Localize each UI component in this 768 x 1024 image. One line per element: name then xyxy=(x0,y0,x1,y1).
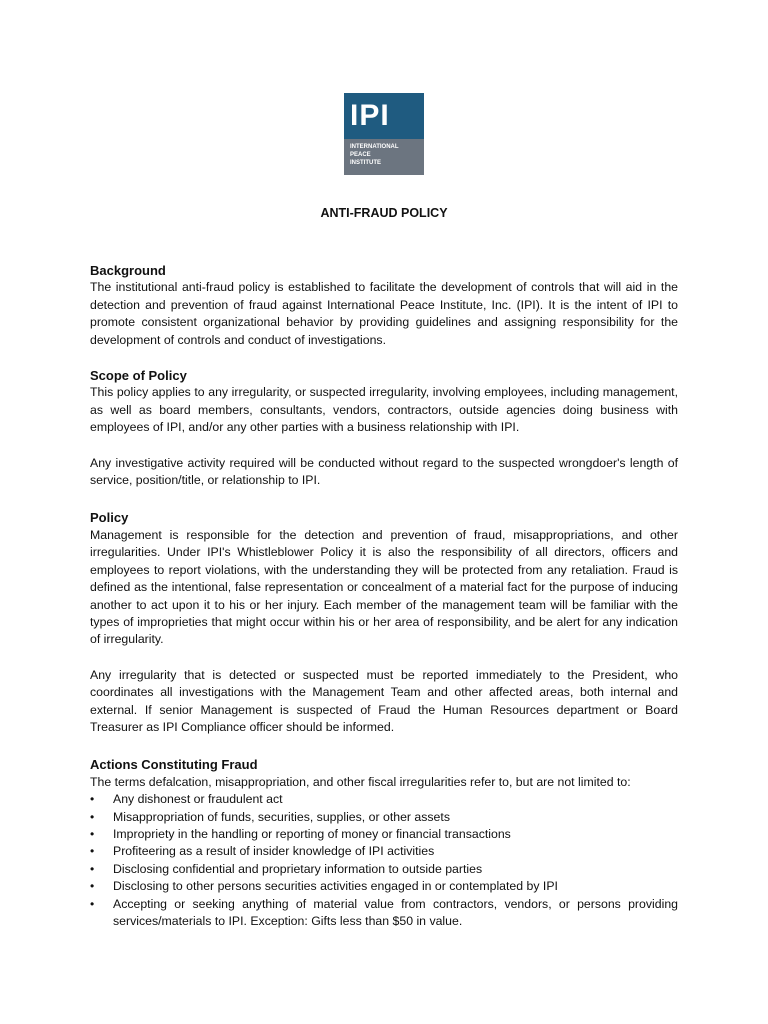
list-item-text: Accepting or seeking anything of material value from contractors, vendors, or persons providing services/materials to IPI. Exception: Gifts less than $50 in value. xyxy=(113,896,678,928)
scope-heading: Scope of Policy xyxy=(90,368,187,384)
list-item-text: Disclosing to other persons securities activities engaged in or contemplated by IPI xyxy=(113,879,558,894)
list-item-text: Any dishonest or fraudulent act xyxy=(113,792,283,807)
document-title: ANTI-FRAUD POLICY xyxy=(320,206,448,220)
list-item xyxy=(90,826,678,843)
bullet-icon: • xyxy=(90,826,95,841)
actions-intro: The terms defalcation, misappropriation, and other fiscal irregularities refer to, but are not limited to: xyxy=(90,774,631,789)
scope-paragraph-1: This policy applies to any irregularity, or suspected irregularity, involving employees, including management, as well as board members, consultants, vendors, contractors, outside agencies doing business with employees of IPI, and/or any other parties with a business relationship with IPI. xyxy=(90,385,678,435)
list-item-text: Profiteering as a result of insider knowledge of IPI activities xyxy=(113,844,435,859)
list-item xyxy=(90,791,678,808)
background-heading: Background xyxy=(90,263,166,278)
actions-list xyxy=(90,791,678,930)
bullet-icon: • xyxy=(90,861,95,876)
list-item xyxy=(90,809,678,826)
document-body xyxy=(90,262,678,930)
list-item xyxy=(90,843,678,860)
policy-paragraph-1: Management is responsible for the detection and prevention of fraud, misappropriations, and other irregularities. Under IPI's Whistleblower Policy it is also the responsibility of all directors, officers and employees to report violations, with the understanding they will be protected from any retaliation. Fraud is defined as the intentional, false representation or concealment of a material fact for the purpose of inducing another to act upon it to his or her injury. Each member of the management team will be familiar with the types of improprieties that might occur within his or her area of responsibility, and be alert for any indication of irregularity. xyxy=(90,527,678,647)
background-text: The institutional anti-fraud policy is established to facilitate the development of controls that will aid in the detection and prevention of fraud against International Peace Institute, Inc. (IPI). It is the intent of IPI to promote consistent organizational behavior by providing guidelines and assigning responsibility for the development of controls and conduct of investigations. xyxy=(90,280,678,347)
policy-paragraph-2: Any irregularity that is detected or suspected must be reported immediately to the President, who coordinates all investigations with the Management Team and other affected areas, both internal and external. If senior Management is suspected of Fraud the Human Resources department or Board Treasurer as IPI Compliance officer should be informed. xyxy=(90,667,678,734)
list-item-text: Impropriety in the handling or reporting of money or financial transactions xyxy=(113,826,511,841)
bullet-icon: • xyxy=(90,792,95,807)
ipi-logo xyxy=(344,93,424,175)
bullet-icon: • xyxy=(90,896,95,911)
logo-abbr: IPI xyxy=(344,93,424,139)
logo-line-3: INSTITUTE xyxy=(350,160,381,166)
actions-heading: Actions Constituting Fraud xyxy=(90,757,258,773)
list-item xyxy=(90,878,678,895)
logo-line-2: PEACE xyxy=(350,152,371,158)
policy-heading: Policy xyxy=(90,510,129,526)
bullet-icon: • xyxy=(90,879,95,894)
bullet-icon: • xyxy=(90,809,95,824)
list-item-text: Misappropriation of funds, securities, supplies, or other assets xyxy=(113,809,450,824)
list-item-text: Disclosing confidential and proprietary information to outside parties xyxy=(113,861,483,876)
logo-line-1: INTERNATIONAL xyxy=(350,144,399,150)
scope-paragraph-2: Any investigative activity required will be conducted without regard to the suspected wrongdoer's length of service, position/title, or relationship to IPI. xyxy=(90,455,678,488)
logo-name xyxy=(344,139,424,175)
list-item xyxy=(90,861,678,878)
bullet-icon: • xyxy=(90,844,95,859)
list-item xyxy=(90,896,678,931)
